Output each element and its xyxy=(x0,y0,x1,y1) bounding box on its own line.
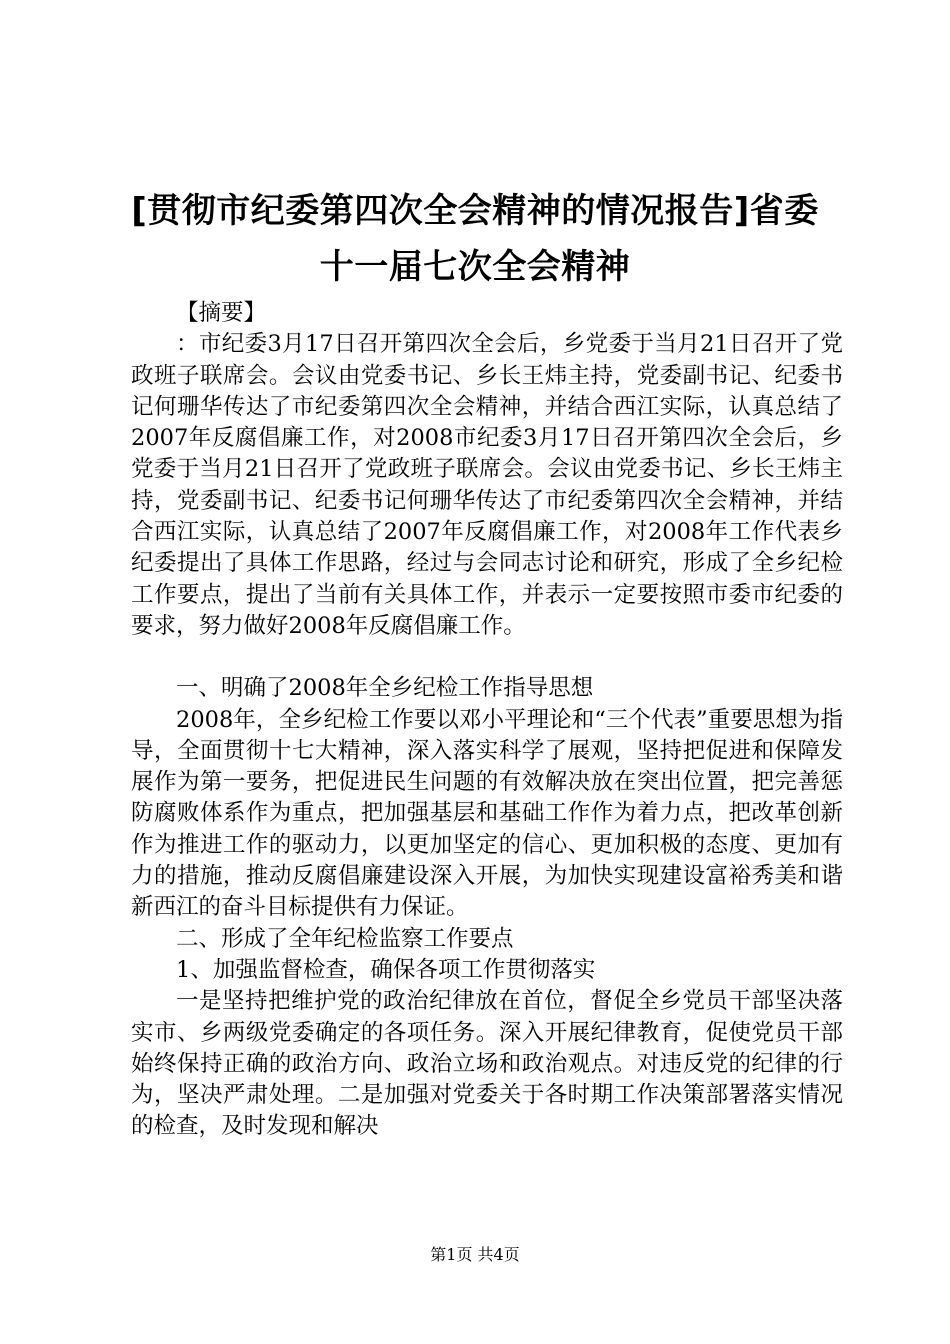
document-title: [贯彻市纪委第四次全会精神的情况报告]省委十一届七次全会精神 xyxy=(131,191,819,287)
subsection-heading-1: 1、加强监督检查，确保各项工作贯彻落实 xyxy=(176,956,596,983)
body-paragraph: 2008年，全乡纪检工作要以邓小平理论和“三个代表”重要思想为指导，全面贯彻十七大精神，深入落实科学了展观，坚持把促进和保障发展作为第一要务，把促进民生问题的有效解决放在突出位置，把完善惩防腐败体系作为重点，把加强基层和基础工作作为着力点，把改革创新作为推进工作的驱动力，以更加坚定的信心、更加积极的态度、更加有力的措施，推动反腐倡廉建设深入开展，为加快实现建设富裕秀美和谐新西江的奋斗目标提供有力保证。 xyxy=(131,706,843,921)
body-paragraph: 一是坚持把维护党的政治纪律放在首位，督促全乡党员干部坚决落实市、乡两级党委确定的各项任务。深入开展纪律教育，促使党员干部始终保持正确的政治方向、政治立场和政治观点。对违反党的纪律的行为，坚决严肃处理。二是加强对党委关于各时期工作决策部署落实情况的检查，及时发现和解决 xyxy=(131,988,843,1140)
section-heading-1: 一、明确了2008年全乡纪检工作指导思想 xyxy=(176,675,594,702)
abstract-label: 【摘要】 xyxy=(176,300,267,326)
page-footer: 第1页 共4页 xyxy=(430,1245,520,1264)
document-body xyxy=(131,298,843,1143)
abstract-paragraph: ：市纪委3月17日召开第四次全会后，乡党委于当月21日召开了党政班子联席会。会议由党委书记、乡长王炜主持，党委副书记、纪委书记何珊华传达了市纪委第四次全会精神，并结合西江实际，认真总结了2007年反腐倡廉工作，对2008市纪委3月17日召开第四次全会后，乡党委于当月21日召开了党政班子联席会。会议由党委书记、乡长王炜主持，党委副书记、纪委书记何珊华传达了市纪委第四次全会精神，并结合西江实际，认真总结了2007年反腐倡廉工作，对2008年工作代表乡纪委提出了具体工作思路，经过与会同志讨论和研究，形成了全乡纪检工作要点，提出了当前有关具体工作，并表示一定要按照市委市纪委的要求，努力做好2008年反腐倡廉工作。 xyxy=(131,331,843,639)
paragraph-spacer xyxy=(131,642,843,673)
section-heading-2: 二、形成了全年纪检监察工作要点 xyxy=(176,925,514,952)
